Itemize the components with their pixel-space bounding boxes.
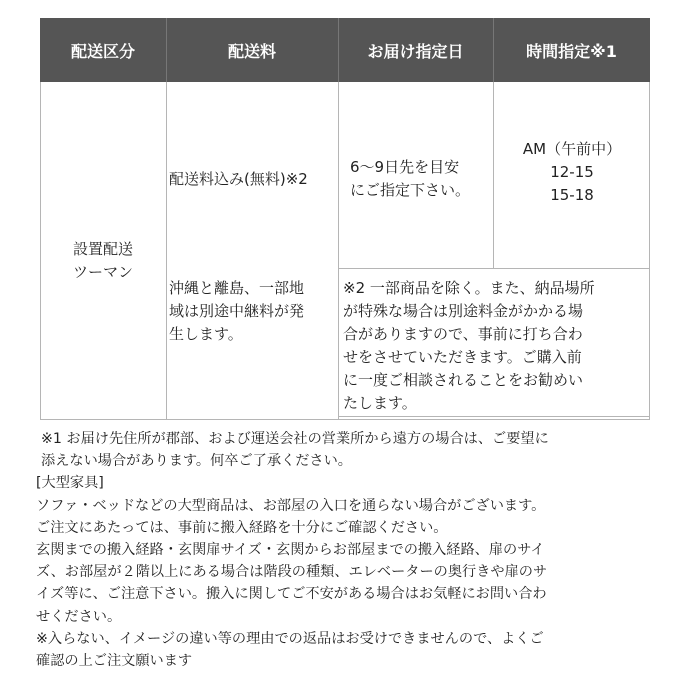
- header-divider: [166, 18, 167, 82]
- note2-cell: [343, 277, 649, 415]
- delivery-table: [40, 18, 650, 420]
- column-divider: [166, 82, 167, 420]
- delivery-date-line: にご指定下さい。: [350, 181, 471, 199]
- row-divider: [338, 416, 650, 417]
- remote-area-note-line: 沖縄と離島、一部地: [169, 279, 305, 297]
- notes-body-line: ズ、お部屋が２階以上にある場合は階段の種類、エレベーターの奥行きや扉のサ: [36, 564, 548, 581]
- section-title: [大型家具]: [36, 475, 104, 492]
- header-divider: [493, 18, 494, 82]
- notes-body-line: ご注文にあたっては、事前に搬入経路を十分にご確認ください。: [36, 519, 448, 536]
- delivery-type-line: ツーマン: [72, 263, 133, 281]
- note2-line: に一度ご相談されることをお勧めい: [343, 371, 584, 389]
- note1-line: ※1 お届け先住所が郡部、および運送会社の営業所から遠方の場合は、ご要望に: [41, 431, 549, 447]
- header-time-slot: 時間指定※1: [493, 18, 650, 82]
- remote-area-note-cell: [169, 277, 337, 346]
- notes-body-line: 確認の上ご注文願います: [36, 653, 193, 670]
- notes-body-line: せください。: [36, 608, 122, 625]
- column-divider: [338, 82, 339, 420]
- remote-area-note-line: 生します。: [169, 325, 243, 343]
- delivery-date-cell: [350, 156, 490, 202]
- header-shipping-fee: 配送料: [166, 18, 338, 82]
- notes-body-line: 玄関までの搬入経路・玄関扉サイズ・玄関からお部屋までの搬入経路、扉のサイ: [36, 542, 545, 559]
- remote-area-note-line: 域は別途中継料が発: [169, 302, 305, 320]
- delivery-type-line: 設置配送: [72, 240, 133, 258]
- notes-body-line: ソファ・ベッドなどの大型商品は、お部屋の入口を通らない場合がございます。: [36, 497, 546, 514]
- delivery-date-line: 6〜9日先を目安: [350, 158, 460, 176]
- header-delivery-date: お届け指定日: [338, 18, 493, 82]
- notes-section: [36, 428, 666, 672]
- header-delivery-type: 配送区分: [40, 18, 166, 82]
- time-slot-cell: [494, 138, 650, 207]
- note2-line: が特殊な場合は別途料金がかかる場: [343, 302, 584, 320]
- notes-body-line: ※入らない、イメージの違い等の理由での返品はお受けできませんので、よくご: [36, 630, 544, 647]
- note2-line: 合がありますので、事前に打ち合わ: [343, 325, 583, 343]
- delivery-type-cell: [40, 238, 166, 284]
- note2-line: たします。: [343, 394, 417, 412]
- note1-line: 添えない場合があります。何卒ご了承ください。: [41, 453, 352, 470]
- time-slot: 12-15: [550, 163, 594, 181]
- row-divider: [338, 268, 650, 269]
- note2-line: せをさせていただきます。ご購入前: [343, 348, 582, 366]
- time-slot: 15-18: [550, 186, 594, 204]
- shipping-fee-cell: 配送料込み(無料)※2: [169, 170, 308, 188]
- notes-body-line: イズ等に、ご注意下さい。搬入に関してご不安がある場合はお気軽にお問い合わ: [36, 586, 547, 603]
- time-slot: AM（午前中）: [522, 140, 622, 158]
- note2-line: ※2 一部商品を除く。また、納品場所: [343, 279, 595, 297]
- header-divider: [338, 18, 339, 82]
